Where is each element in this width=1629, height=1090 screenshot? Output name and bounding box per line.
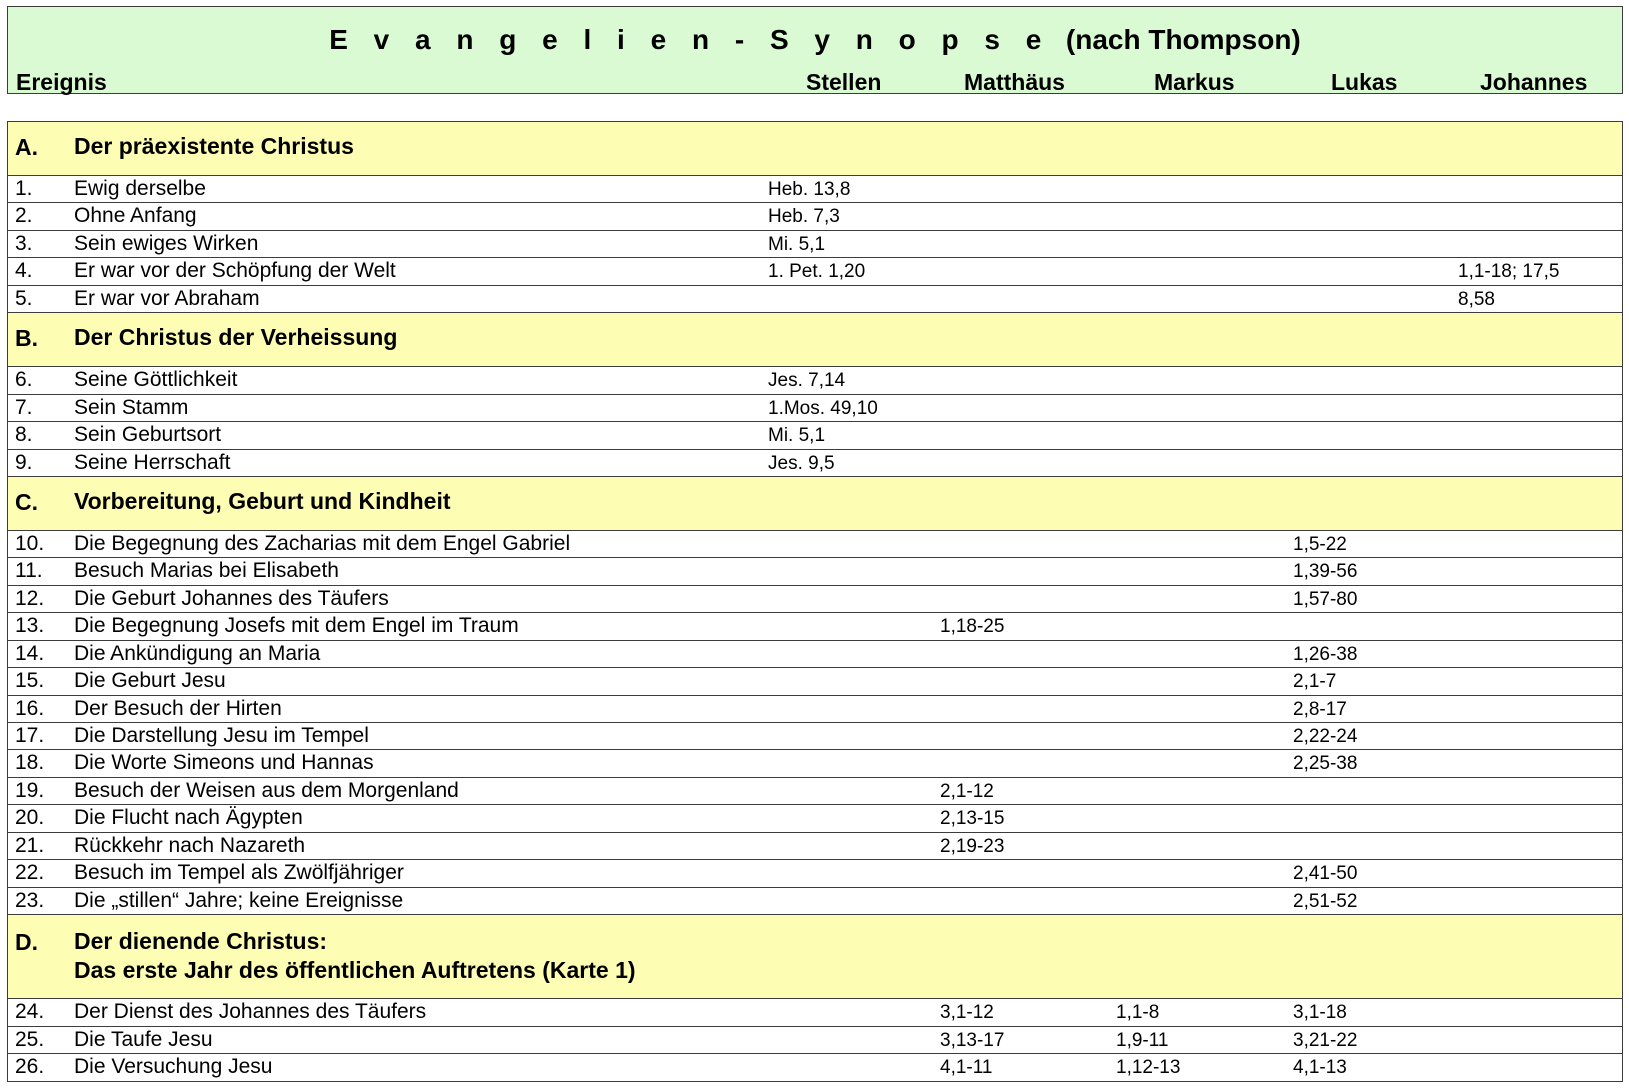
event-name: Seine Herrschaft <box>74 450 231 474</box>
event-name: Sein Geburtsort <box>74 423 222 447</box>
row-number: 11. <box>15 559 43 583</box>
row-number: 20. <box>15 806 45 830</box>
page-title <box>8 24 1622 56</box>
johannes-cell: 1,1-18; 17,5 <box>1458 261 1560 283</box>
matthaeus-cell: 3,1-12 <box>940 1002 994 1024</box>
event-name: Sein Stamm <box>74 395 189 419</box>
event-name: Besuch Marias bei Elisabeth <box>74 559 339 583</box>
row-number: 2. <box>15 204 33 228</box>
table-row <box>8 586 1622 613</box>
event-name: Die Worte Simeons und Hannas <box>74 751 374 775</box>
matthaeus-cell: 2,13-15 <box>940 808 1005 830</box>
row-number: 7. <box>15 395 33 419</box>
johannes-cell: 8,58 <box>1458 288 1495 310</box>
stellen-cell: 1. Pet. 1,20 <box>768 261 866 283</box>
event-name: Die Geburt Johannes des Täufers <box>74 586 389 610</box>
row-number: 5. <box>15 286 33 310</box>
section-letter: A. <box>15 134 38 160</box>
event-name: Die Begegnung des Zacharias mit dem Engel Gabriel <box>74 531 571 555</box>
event-name: Die „stillen“ Jahre; keine Ereignisse <box>74 888 404 912</box>
section-header <box>8 313 1622 367</box>
event-name: Ohne Anfang <box>74 204 197 228</box>
event-name: Sein ewiges Wirken <box>74 231 259 255</box>
event-name: Rückkehr nach Nazareth <box>74 833 306 857</box>
row-number: 12. <box>15 586 45 610</box>
section-title-line: Der Christus der Verheissung <box>74 324 398 351</box>
col-header-stellen: Stellen <box>806 69 882 95</box>
event-name: Die Begegnung Josefs mit dem Engel im Traum <box>74 614 519 638</box>
matthaeus-cell: 3,13-17 <box>940 1029 1005 1051</box>
matthaeus-cell: 2,19-23 <box>940 835 1005 857</box>
table-row <box>8 805 1622 832</box>
lukas-cell: 2,51-52 <box>1293 890 1358 912</box>
table-row <box>8 176 1622 203</box>
table-row <box>8 860 1622 887</box>
row-number: 24. <box>15 1000 45 1024</box>
matthaeus-cell: 4,1-11 <box>940 1056 993 1078</box>
col-header-ereignis: Ereignis <box>16 69 107 95</box>
table-row <box>8 558 1622 585</box>
table-row <box>8 723 1622 750</box>
col-header-matthaeus: Matthäus <box>964 69 1065 95</box>
event-name: Die Darstellung Jesu im Tempel <box>74 724 369 747</box>
row-number: 21. <box>15 833 45 857</box>
event-name: Ewig derselbe <box>74 177 206 200</box>
stellen-cell: Jes. 7,14 <box>768 370 846 392</box>
table-row <box>8 450 1622 477</box>
row-number: 18. <box>15 751 45 775</box>
table-row <box>8 203 1622 230</box>
row-number: 16. <box>15 696 45 720</box>
table-row <box>8 1027 1622 1054</box>
row-number: 15. <box>15 669 45 693</box>
section-letter: B. <box>15 325 38 352</box>
table-row <box>8 833 1622 860</box>
section-letter: D. <box>15 929 38 956</box>
row-number: 14. <box>15 641 45 665</box>
lukas-cell: 2,25-38 <box>1293 753 1358 775</box>
section-title-line: Vorbereitung, Geburt und Kindheit <box>74 487 451 514</box>
stellen-cell: Jes. 9,5 <box>768 452 835 474</box>
event-name: Der Besuch der Hirten <box>74 696 282 720</box>
stellen-cell: Heb. 13,8 <box>768 179 851 200</box>
markus-cell: 1,1-8 <box>1116 1002 1160 1024</box>
section-letter: C. <box>15 488 38 515</box>
event-name: Die Geburt Jesu <box>74 669 226 693</box>
section-title <box>74 487 451 516</box>
title-main: E v a n g e l i e n - S y n o p s e <box>329 24 1051 55</box>
matthaeus-cell: 2,1-12 <box>940 780 994 802</box>
stellen-cell: Mi. 5,1 <box>768 233 826 255</box>
markus-cell: 1,12-13 <box>1116 1056 1181 1078</box>
section-header <box>8 915 1622 999</box>
table-row <box>8 367 1622 394</box>
section-header <box>8 477 1622 531</box>
event-name: Die Ankündigung an Maria <box>74 641 321 665</box>
row-number: 26. <box>15 1054 45 1078</box>
table-row <box>8 286 1622 313</box>
lukas-cell: 2,22-24 <box>1293 726 1358 747</box>
lukas-cell: 1,5-22 <box>1293 533 1347 555</box>
section-title <box>74 132 354 161</box>
table-row <box>8 888 1622 915</box>
stellen-cell: Heb. 7,3 <box>768 206 840 228</box>
stellen-cell: Mi. 5,1 <box>768 425 826 447</box>
event-name: Besuch im Tempel als Zwölfjähriger <box>74 861 404 885</box>
section-title <box>74 927 636 985</box>
col-header-lukas: Lukas <box>1331 69 1398 95</box>
lukas-cell: 2,1-7 <box>1293 671 1337 693</box>
markus-cell: 1,9-11 <box>1116 1029 1169 1051</box>
row-number: 22. <box>15 861 45 885</box>
section-title-line: Der dienende Christus: <box>74 928 328 955</box>
row-number: 1. <box>15 177 33 200</box>
col-header-markus: Markus <box>1154 69 1235 95</box>
synopsis-table <box>7 121 1623 1082</box>
section-header <box>8 122 1622 176</box>
table-row <box>8 395 1622 422</box>
table-row <box>8 778 1622 805</box>
event-name: Er war vor der Schöpfung der Welt <box>74 259 396 283</box>
table-row <box>8 1054 1622 1081</box>
table-row <box>8 531 1622 558</box>
lukas-cell: 2,8-17 <box>1293 698 1347 720</box>
row-number: 13. <box>15 614 45 638</box>
lukas-cell: 3,1-18 <box>1293 1002 1347 1024</box>
section-title-line: Das erste Jahr des öffentlichen Auftretens (Karte 1) <box>74 957 636 984</box>
event-name: Die Taufe Jesu <box>74 1027 213 1051</box>
row-number: 10. <box>15 531 45 555</box>
lukas-cell: 2,41-50 <box>1293 863 1358 885</box>
row-number: 6. <box>15 368 33 392</box>
lukas-cell: 4,1-13 <box>1293 1056 1347 1078</box>
lukas-cell: 1,26-38 <box>1293 643 1358 665</box>
table-row <box>8 668 1622 695</box>
table-header <box>7 6 1623 94</box>
row-number: 8. <box>15 423 33 447</box>
section-title-line: Der präexistente Christus <box>74 133 354 159</box>
row-number: 3. <box>15 231 33 255</box>
section-title <box>74 323 397 352</box>
event-name: Die Versuchung Jesu <box>74 1054 273 1078</box>
row-number: 17. <box>15 724 45 747</box>
lukas-cell: 1,57-80 <box>1293 588 1358 610</box>
table-row <box>8 696 1622 723</box>
row-number: 19. <box>15 778 45 802</box>
row-number: 23. <box>15 888 45 912</box>
event-name: Besuch der Weisen aus dem Morgenland <box>74 778 459 802</box>
title-sub: (nach Thompson) <box>1065 24 1301 55</box>
table-row <box>8 641 1622 668</box>
row-number: 9. <box>15 450 33 474</box>
table-row <box>8 999 1622 1026</box>
table-row <box>8 750 1622 777</box>
row-number: 4. <box>15 259 33 283</box>
event-name: Die Flucht nach Ägypten <box>74 806 303 830</box>
table-row <box>8 231 1622 258</box>
event-name: Er war vor Abraham <box>74 286 260 310</box>
stellen-cell: 1.Mos. 49,10 <box>768 397 878 419</box>
row-number: 25. <box>15 1027 45 1051</box>
lukas-cell: 3,21-22 <box>1293 1029 1358 1051</box>
event-name: Der Dienst des Johannes des Täufers <box>74 1000 427 1024</box>
col-header-johannes: Johannes <box>1480 69 1588 95</box>
matthaeus-cell: 1,18-25 <box>940 616 1005 638</box>
table-row <box>8 422 1622 449</box>
table-row <box>8 258 1622 285</box>
table-row <box>8 613 1622 640</box>
event-name: Seine Göttlichkeit <box>74 368 238 392</box>
lukas-cell: 1,39-56 <box>1293 561 1358 583</box>
